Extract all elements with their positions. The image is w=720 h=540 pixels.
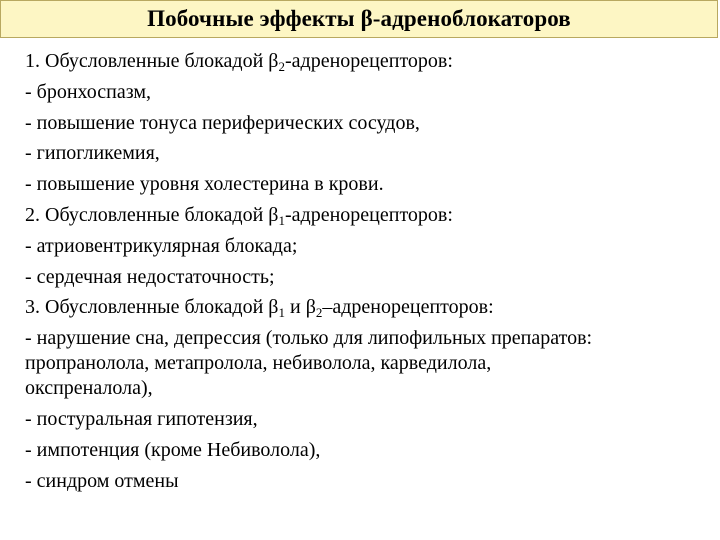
- list-item: - импотенция (кроме Небиволола),: [25, 438, 321, 461]
- section-1-heading: [25, 46, 705, 77]
- list-item: - нарушение сна, депрессия (только для липофильных препаратов: пропранолола, метапролола, небиволола, карведилола, окспреналола),: [25, 327, 593, 400]
- section-1-heading-suffix: -адренорецепторов:: [284, 50, 453, 72]
- section-3-subscript-2: 2: [315, 305, 323, 321]
- list-item: - атриовентрикулярная блокада;: [25, 234, 298, 257]
- section-3-heading-text: 3. Обусловленные блокадой β: [25, 296, 279, 319]
- section-3-heading-middle: и β: [284, 296, 316, 319]
- slide-content: [25, 46, 705, 497]
- list-item: - повышение тонуса периферических сосудов,: [25, 111, 420, 134]
- section-1-heading-text: 1. Обусловленные блокадой β: [25, 50, 279, 72]
- list-item: - гипогликемия,: [25, 142, 160, 165]
- list-item: - сердечная недостаточность;: [25, 265, 275, 288]
- list-item: - постуральная гипотензия,: [25, 408, 258, 431]
- section-3-subscript-1: 1: [278, 305, 285, 321]
- list-item: - синдром отмены: [25, 469, 179, 492]
- slide-title: Побочные эффекты β-адреноблокаторов: [147, 6, 571, 31]
- section-3-heading-suffix: –адренорецепторов:: [322, 296, 494, 319]
- section-2-subscript: 1: [278, 212, 285, 228]
- slide-title-bar: [0, 0, 718, 38]
- section-1-subscript: 2: [278, 59, 285, 74]
- list-item: - повышение уровня холестерина в крови.: [25, 173, 384, 196]
- list-item: - бронхоспазм,: [25, 80, 152, 103]
- section-2-heading-suffix: -адренорецепторов:: [284, 203, 453, 226]
- section-3-heading: [25, 292, 705, 323]
- section-2-heading: [25, 200, 705, 231]
- section-2-heading-text: 2. Обусловленные блокадой β: [25, 203, 279, 226]
